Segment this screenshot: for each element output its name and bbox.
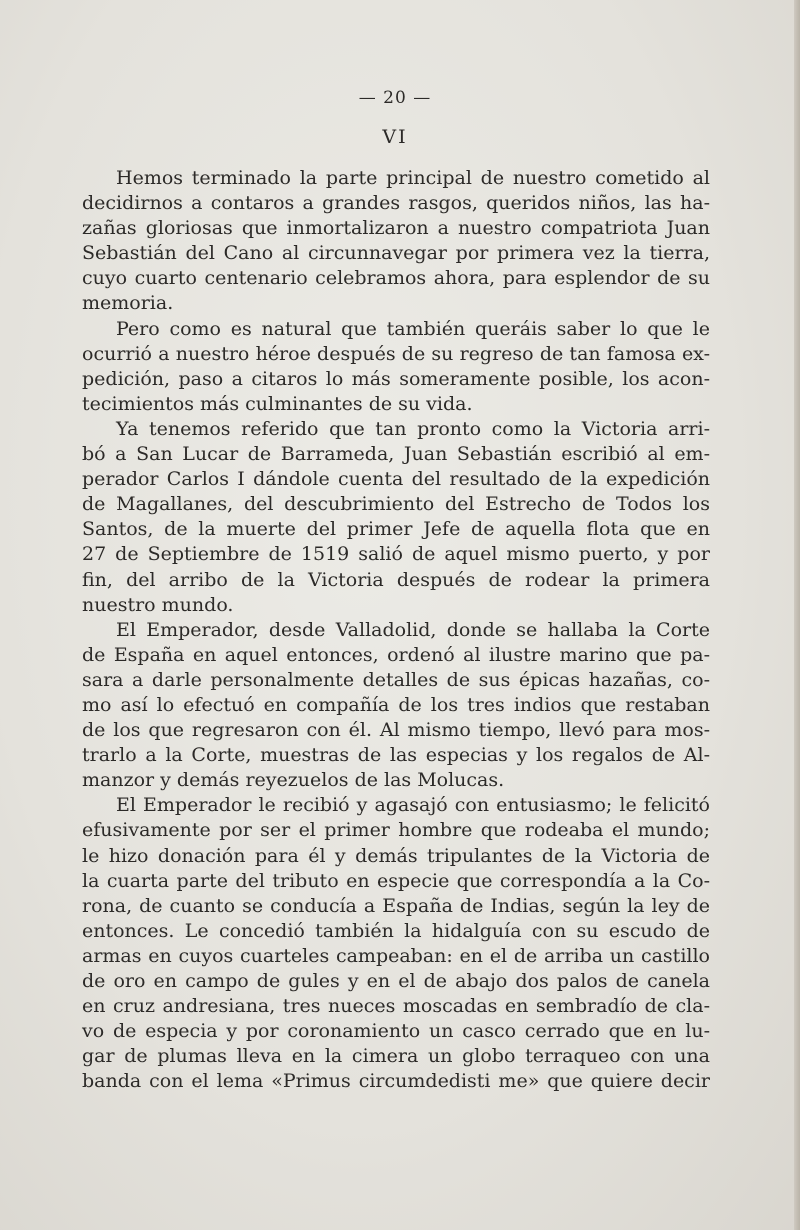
page-number: — 20 — — [358, 88, 432, 108]
text-line: le hizo donación para él y demás tripulantes de la Victoria de — [82, 844, 710, 867]
text-line: El Emperador le recibió y agasajó con entusiasmo; le felicitó — [116, 794, 710, 817]
text-line: tecimientos más culminantes de su vida. — [82, 392, 473, 415]
text-line: memoria. — [82, 292, 174, 315]
text-line: fin, del arribo de la Victoria después de rodear la primera — [82, 568, 710, 591]
text-line: rona, de cuanto se conducía a España de Indias, según la ley de — [82, 894, 710, 917]
text-line: pedición, paso a citaros lo más someramente posible, los acon- — [82, 367, 710, 390]
text-line: 27 de Septiembre de 1519 salió de aquel mismo puerto, y por — [82, 543, 710, 566]
text-line: Ya tenemos referido que tan pronto como la Victoria arri- — [116, 417, 710, 440]
text-line: la cuarta parte del tributo en especie que correspondía a la Co- — [82, 869, 710, 892]
text-line: sara a darle personalmente detalles de sus épicas hazañas, co- — [82, 668, 710, 691]
text-line: cuyo cuarto centenario celebramos ahora, para esplendor de su — [82, 267, 710, 290]
text-line: Hemos terminado la parte principal de nuestro cometido al — [116, 167, 710, 189]
text-line: zañas gloriosas que inmortalizaron a nuestro compatriota Juan — [82, 217, 710, 240]
text-line: de los que regresaron con él. Al mismo tiempo, llevó para mos- — [82, 719, 710, 742]
text-line: bó a San Lucar de Barrameda, Juan Sebastián escribió al em- — [82, 443, 710, 466]
text-line: armas en cuyos cuarteles campeaban: en el de arriba un castillo — [82, 944, 710, 967]
page-edge — [794, 0, 800, 1230]
text-line: nuestro mundo. — [82, 593, 234, 616]
text-line: Pero como es natural que también queráis saber lo que le — [116, 317, 710, 340]
text-line: banda con el lema «Primus circumdedisti me» que quiere decir — [82, 1070, 710, 1093]
text-line: de Magallanes, del descubrimiento del Estrecho de Todos los — [82, 493, 710, 516]
text-line: en cruz andresiana, tres nueces moscadas en sembradío de cla- — [82, 995, 710, 1018]
text-line: trarlo a la Corte, muestras de las especias y los regalos de Al- — [82, 744, 710, 767]
text-line: gar de plumas lleva en la cimera un globo terraqueo con una — [82, 1045, 710, 1068]
text-line: de España en aquel entonces, ordenó al ilustre marino que pa- — [82, 643, 710, 666]
chapter-heading: VI — [382, 126, 408, 148]
text-line: manzor y demás reyezuelos de las Molucas. — [82, 769, 505, 792]
text-line: Sebastián del Cano al circunnavegar por primera vez la tierra, — [82, 242, 710, 265]
text-line: mo así lo efectuó en compañía de los tres indios que restaban — [82, 693, 710, 716]
text-line: Santos, de la muerte del primer Jefe de aquella flota que en — [82, 518, 710, 541]
text-line: de oro en campo de gules y en el de abajo dos palos de canela — [82, 970, 710, 992]
text-line: vo de especia y por coronamiento un casco cerrado que en lu- — [82, 1020, 710, 1043]
text-line: entonces. Le concedió también la hidalguía con su escudo de — [82, 919, 710, 942]
text-line: ocurrió a nuestro héroe después de su regreso de tan famosa ex- — [82, 342, 710, 365]
body-text — [82, 166, 710, 1094]
text-line: efusivamente por ser el primer hombre que rodeaba el mundo; — [82, 819, 710, 842]
text-line: decidirnos a contaros a grandes rasgos, queridos niños, las ha- — [82, 192, 710, 215]
text-line: perador Carlos I dándole cuenta del resultado de la expedición — [82, 468, 710, 491]
text-line: El Emperador, desde Valladolid, donde se hallaba la Corte — [116, 618, 710, 641]
